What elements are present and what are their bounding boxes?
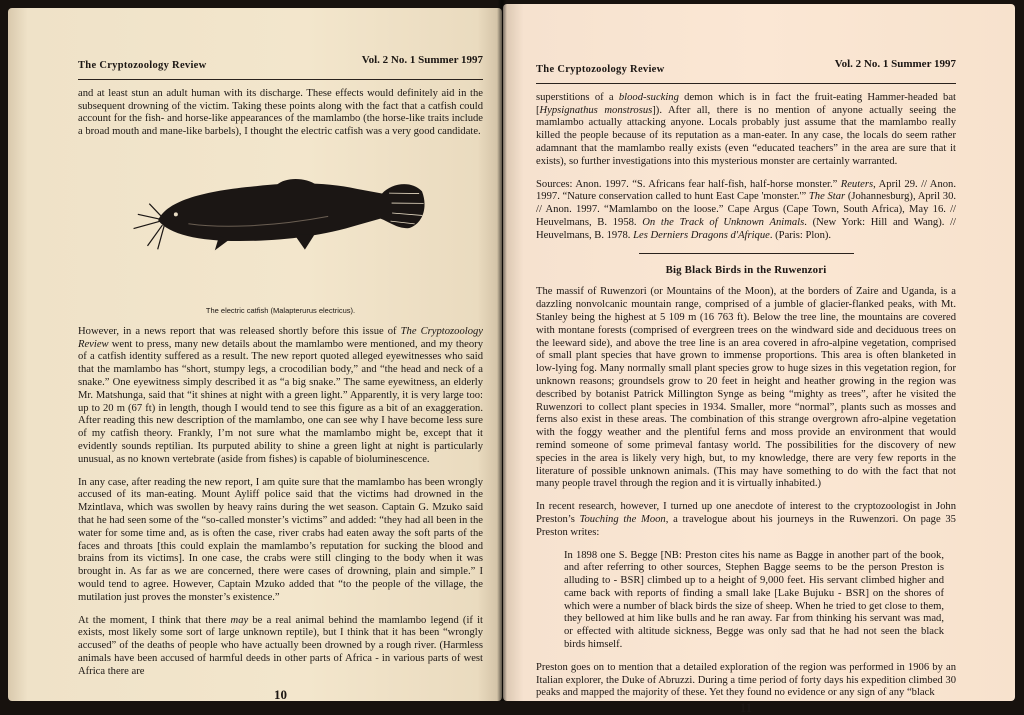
journal-title-italic: The Cryptozoology Review	[78, 325, 483, 350]
paragraph	[78, 326, 483, 467]
journal-title: The Cryptozoology Review	[78, 60, 207, 71]
emphasis: may	[230, 614, 249, 626]
paragraph: In any case, after reading the new report, I am quite sure that the mamlambo has been wrongly accused of its man-eating. Mount Ayliff police said that the victims had drowned in the Mzintlava, which was swollen by heavy rains during the wet season. Captain G. Mzuko said that he had seen some of the “so-called monster’s victims” and added: “they had all been in the water for some time and, as is often the case, river crabs had eaten away the soft parts of the faces and throats [this could explain the mamlambo’s reputation for sucking the blood and brains from its victims]. In one case, the crabs were still clinging to the body when it was brought in. As far as we are concerned, there were cases of drowning, plain and simple.” I would tend to agree. However, Captain Mzuko added that “to the people of the village, the mutilation just proves the monster’s existence.”	[78, 476, 483, 603]
text: superstitions of a	[536, 91, 619, 103]
text: demon which is in fact the fruit-eating Hammer-headed bat [	[536, 91, 957, 116]
text: ]). After all, there is no mention of anyone actually seeing the mamlambo actually attacking anyone. Locals probably just assume that the mamlambo really killed the people because of its reputation as a man-eater. In any case, the locals do seem rather adamnant that the mamlambo really exists (even “educated teachers” in the area are sure that it exists), so further investigations into this mysterious monster are certainly warranted.	[536, 104, 957, 167]
figure-caption: The electric catfish (Malapterurus electricus).	[205, 305, 356, 315]
text: (Johannesburg), April 30. // Anon. 1997. “Mamlambo on the loose.” Cape Argus (Cape Town, South Africa), May 16. // Heuvelmans, B. 1958.	[536, 191, 957, 228]
block-quote: In 1898 one S. Begge [NB: Preston cites his name as Bagge in another part of the book, and after referring to other sources, Stephen Bagge seems to be the person Preston is alluding to - BSR] climbed up to a height of 9,000 feet. His servant climbed higher and came back with reports of finding a small lake [Lake Bujuku - BSR] on the shores of which were a number of black birds the size of sheep. When he tried to get close to them, they bellowed at him like bulls and he ran away. Far from thinking his servant was mad, or effected with altitude sickness, Begge was only sad that he had not seen the black birds himself.	[564, 549, 944, 651]
text: went to press, many new details about the mamlambo were mentioned, and my theory of a catfish identity suffered as a result. The new report quoted alleged eyewitnesses who said that the mamlambo has “short, stumpy legs, a crocodilian body,” and “the head and neck of a snake.” One eyewitness simply described it as “a big snake.” The same eyewitness, an elderly Mr. Matshunga, said that “it shines at night with a green light.” Apparently, it is very large too: up to 20 m (67 ft) in length, though I would tend to see this figure as a bit of an exaggeration. After reading this new description of the mamlambo, one can see why I have become less sure of my catfish theory. Frankly, I’m not sure what the mamlambo might be, except that it evidently sounds reptilian. Its purputed ability to shine a green light at night is particularly unusual, as no known vertebrate (aside from fishes) is capable of bioluminescence.	[78, 338, 483, 465]
left-page	[8, 8, 502, 701]
emphasis: blood-sucking	[618, 91, 679, 103]
text: . (New York: Hill and Wang). // Heuvelmans, B. 1978.	[536, 216, 956, 241]
running-header	[78, 54, 483, 80]
paragraph: Preston goes on to mention that a detailed exploration of the region was performed in 1906 by an Italian explorer, the Duke of Abruzzi. During a time period of forty days his expedition climbed 30 peaks and mapped the majority of these. Yet they found no evidence or any sign of any “black	[536, 661, 956, 699]
paragraph	[536, 501, 956, 539]
book-gutter	[497, 0, 507, 701]
text: . (Paris: Plon).	[769, 229, 832, 241]
page-number: 10	[274, 686, 287, 702]
issue-label: Vol. 2 No. 1 Summer 1997	[834, 58, 956, 70]
paragraph: The massif of Ruwenzori (or Mountains of the Moon), at the borders of Zaire and Uganda, is a dazzling nonvolcanic mountain range, comprised of a jumble of glacier-flanked peaks, with Mt. Stanley being the highest at 5 109 m (16 763 ft). Below the tree line, the mountains are covered with montane forests (comprised of evergreen trees on the windward side and deciduous trees on the leeward side), and above the tree line is an area covered in afro-alpine vegetation, comprised of small plant species that have grown to immense proportions. This area is often blanketed in low-lying fog. Many normally small plant species grow to huge sizes in this vegetation region, for unknown reasons; groundsels grow to 20 feet in height and heather growing in the region was described by botanist Patrick Millington Synge as being “mighty as trees”, after he visited the Ruwenzori to collect plant species in 1934. Smaller, more “normal”, plants such as mosses and ferns also exist in these areas. The combination of this strange overgrown afro-alpine vegetation with the foggy weather and the plentiful ferns and moss provide an environment that would remind someone of some primeval fantasy world. The possibilities for the discovery of new species in the area is likely very high, but, to my knowledge, there are very few reports in the literature of possible unknown animals. (This may have something to do with the fact that not many people travel through the region and it is virtually inhabited.)	[536, 286, 956, 490]
paragraph	[78, 615, 483, 679]
divider	[639, 253, 854, 254]
page-number: 11	[739, 700, 753, 715]
article-title: Big Black Birds in the Ruwenzori	[665, 263, 827, 276]
paragraph: and at least stun an adult human with its discharge. These effects would definitely aid in the subsequent drowning of the victim. Taking these points along with the fact that a catfish could account for the fish- and horse-like appearances of the mamlambo (the horse-like traits include a broad mouth and mane-like barbels), I thought the electric catfish was a very good candidate.	[78, 87, 483, 138]
issue-label: Vol. 2 No. 1 Summer 1997	[361, 54, 483, 66]
journal-title: The Cryptozoology Review	[536, 64, 665, 75]
catfish-illustration	[128, 169, 428, 259]
text: be a real animal behind the mamlambo legend (if it exists, most likely some sort of large unknown reptile), but I think that it has been “wrongly accused” of the deaths of people who have actually been drowned by a rough river. (Harmless animals have been accused of harmful deeds in other parts of Africa - in various parts of west Africa there are	[78, 614, 483, 677]
text: At the moment, I think that there	[78, 614, 231, 626]
text: , a travelogue about his journeys in the Ruwenzori. On page 35 Preston writes:	[536, 513, 956, 538]
text: In recent research, however, I turned up one anecdote of interest to the cryptozoologist in John Preston’s	[536, 501, 956, 525]
source-title: On the Track of Unknown Animals	[642, 216, 805, 228]
text: Sources: Anon. 1997. “S. Africans fear half-fish, half-horse monster.”	[536, 178, 841, 190]
source-title: Les Derniers Dragons d'Afrique	[633, 229, 770, 241]
running-header	[536, 58, 956, 84]
right-page-content	[536, 58, 956, 715]
book-title: Touching the Moon	[579, 513, 666, 525]
sources	[536, 179, 956, 243]
source-title: Reuters	[840, 178, 874, 190]
text: , April 29. // Anon. 1997. “Nature conservation called to hunt East Cape 'monster.'”	[536, 178, 956, 203]
right-page	[503, 4, 1015, 715]
paragraph	[536, 92, 956, 169]
species-name: Hypsignathus monstrosus	[539, 104, 653, 116]
source-title: The Star	[808, 191, 846, 203]
text: However, in a news report that was released shortly before this issue of	[78, 325, 401, 337]
left-page-content	[78, 54, 483, 701]
